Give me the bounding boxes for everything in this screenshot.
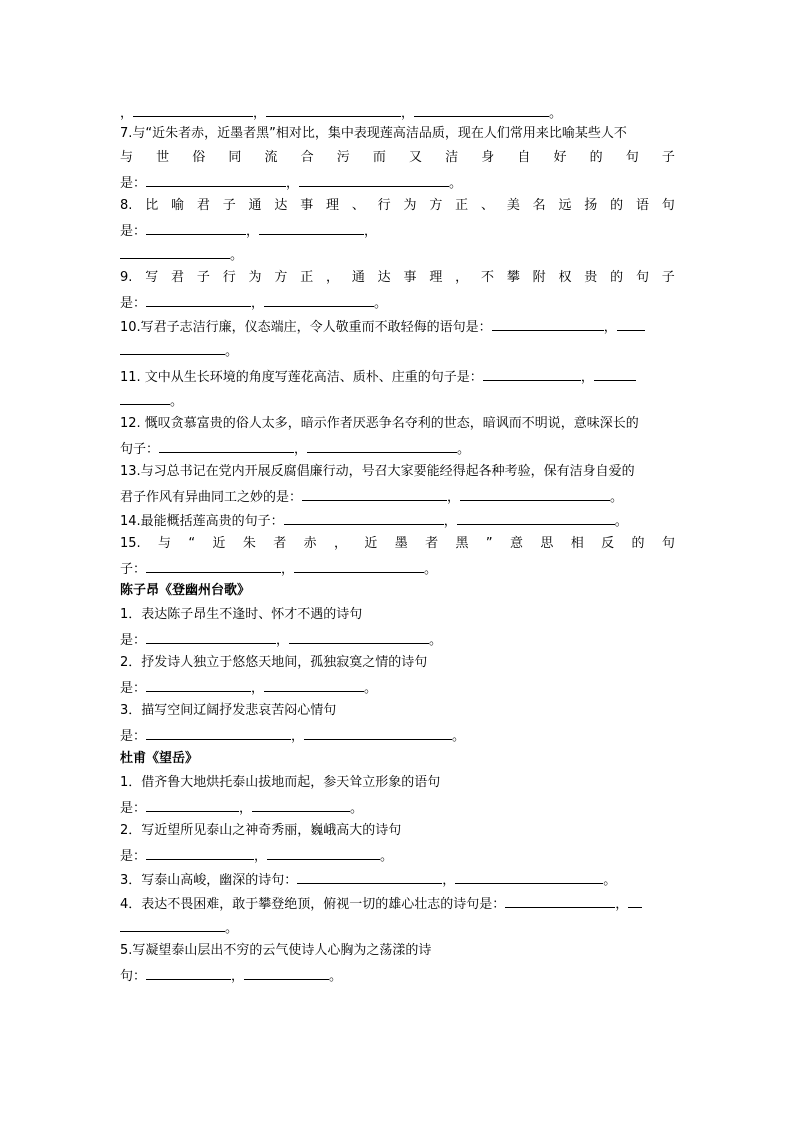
answer-blank[interactable] bbox=[146, 560, 281, 573]
answer-blank[interactable] bbox=[455, 871, 603, 884]
answer-blank[interactable] bbox=[304, 727, 452, 740]
answer-blank[interactable] bbox=[146, 631, 276, 644]
s2-question-5: 5.写凝望泰山层出不穷的云气使诗人心胸为之荡漾的诗 bbox=[120, 943, 432, 958]
answer-blank[interactable] bbox=[264, 679, 364, 692]
question-8-answer-cont: 。 bbox=[120, 246, 675, 264]
s2-question-4: 4．表达不畏困难，敢于攀登绝顶，俯视一切的雄心壮志的诗句是： ， bbox=[120, 895, 675, 913]
answer-blank[interactable] bbox=[302, 488, 447, 501]
s1-question-1-answer: 是： ， 。 bbox=[120, 633, 443, 648]
question-11: 11. 文中从生长环境的角度写莲花高洁、质朴、庄重的句子是： ， bbox=[120, 368, 675, 386]
answer-blank[interactable] bbox=[284, 512, 444, 525]
answer-blank[interactable] bbox=[146, 222, 246, 235]
answer-blank[interactable] bbox=[457, 512, 615, 525]
answer-blank[interactable] bbox=[294, 560, 424, 573]
question-8-answer: 是： ， ， bbox=[120, 224, 378, 239]
s1-question-2: 2．抒发诗人独立于悠悠天地间，孤独寂寞之情的诗句 bbox=[120, 655, 428, 670]
question-15-answer: 子： ， 。 bbox=[120, 562, 438, 577]
question-10-cont: 。 bbox=[120, 342, 675, 360]
answer-blank[interactable] bbox=[159, 440, 294, 453]
question-7-continuation: 与 世 俗 同 流 合 污 而 又 洁 身 自 好 的 句 子 bbox=[120, 150, 675, 165]
question-11-cont: 。 bbox=[120, 392, 675, 410]
s1-question-3-answer: 是： ， 。 bbox=[120, 729, 466, 744]
answer-blank[interactable] bbox=[146, 679, 251, 692]
answer-blank[interactable] bbox=[244, 967, 329, 980]
s2-question-1: 1．借齐鲁大地烘托泰山拔地而起，参天耸立形象的语句 bbox=[120, 775, 441, 790]
answer-blank[interactable] bbox=[120, 919, 225, 932]
question-8-text: 8. 比 喻 君 子 通 达 事 理 、 行 为 方 正 、 美 名 远 扬 的 语 句 bbox=[120, 198, 675, 213]
answer-blank[interactable] bbox=[264, 294, 374, 307]
answer-blank[interactable] bbox=[628, 895, 642, 908]
question-7-text: 7.与“近朱者赤，近墨者黑”相对比，集中表现莲高洁品质，现在人们常用来比喻某些人不 bbox=[120, 126, 627, 141]
s2-question-2: 2．写近望所见泰山之神奇秀丽，巍峨高大的诗句 bbox=[120, 823, 402, 838]
answer-blank[interactable] bbox=[617, 318, 645, 331]
answer-blank[interactable] bbox=[266, 104, 401, 117]
answer-blank[interactable] bbox=[460, 488, 610, 501]
answer-blank[interactable] bbox=[120, 392, 170, 405]
question-12-answer: 句子： ， 。 bbox=[120, 442, 471, 457]
answer-blank[interactable] bbox=[289, 631, 429, 644]
answer-blank[interactable] bbox=[252, 799, 350, 812]
question-10: 10.写君子志洁行廉，仪态端庄，令人敬重而不敢轻侮的语句是： ， bbox=[120, 318, 675, 336]
s1-question-2-answer: 是： ， 。 bbox=[120, 681, 378, 696]
answer-blank[interactable] bbox=[146, 799, 239, 812]
s2-question-2-answer: 是： ， 。 bbox=[120, 849, 394, 864]
s2-question-4-cont: 。 bbox=[120, 919, 675, 937]
answer-blank[interactable] bbox=[259, 222, 364, 235]
answer-blank[interactable] bbox=[146, 727, 291, 740]
section-title-chen-ziang: 陈子昂《登幽州台歌》 bbox=[120, 583, 251, 598]
answer-blank[interactable] bbox=[299, 174, 449, 187]
s1-question-1: 1．表达陈子昂生不逢时、怀才不遇的诗句 bbox=[120, 607, 363, 622]
answer-blank[interactable] bbox=[120, 246, 230, 259]
answer-line-0: ， ， ， 。 bbox=[120, 106, 563, 121]
answer-blank[interactable] bbox=[492, 318, 604, 331]
section-title-du-fu: 杜甫《望岳》 bbox=[120, 751, 199, 766]
answer-blank[interactable] bbox=[414, 104, 549, 117]
answer-blank[interactable] bbox=[483, 368, 581, 381]
question-15-text: 15. 与 “ 近 朱 者 赤 ， 近 墨 者 黑 ” 意 思 相 反 的 句 bbox=[120, 536, 675, 551]
answer-blank[interactable] bbox=[146, 294, 251, 307]
answer-blank[interactable] bbox=[594, 368, 636, 381]
question-9-text: 9. 写 君 子 行 为 方 正 ， 通 达 事 理 ， 不 攀 附 权 贵 的 句 子 bbox=[120, 270, 675, 285]
s1-question-3: 3．描写空间辽阔抒发悲哀苦闷心情句 bbox=[120, 703, 337, 718]
question-14: 14.最能概括莲高贵的句子： ， 。 bbox=[120, 514, 628, 529]
answer-blank[interactable] bbox=[146, 967, 231, 980]
answer-blank[interactable] bbox=[133, 104, 253, 117]
answer-blank[interactable] bbox=[146, 847, 254, 860]
answer-blank[interactable] bbox=[120, 342, 225, 355]
question-13-answer: 君子作风有异曲同工之妙的是： ， 。 bbox=[120, 490, 624, 505]
s2-question-1-answer: 是： ， 。 bbox=[120, 801, 364, 816]
question-7-answer: 是： ， 。 bbox=[120, 176, 463, 191]
question-9-answer: 是： ， 。 bbox=[120, 296, 388, 311]
question-12-text: 12. 慨叹贪慕富贵的俗人太多，暗示作者厌恶争名夺利的世态，暗讽而不明说，意味深长的 bbox=[120, 416, 639, 431]
answer-blank[interactable] bbox=[505, 895, 615, 908]
question-13-text: 13.与习总书记在党内开展反腐倡廉行动，号召大家要能经得起各种考验，保有洁身自爱的 bbox=[120, 464, 635, 479]
s2-question-5-answer: 句： ， 。 bbox=[120, 969, 343, 984]
answer-blank[interactable] bbox=[297, 871, 442, 884]
s2-question-3: 3．写泰山高峻，幽深的诗句： ， 。 bbox=[120, 873, 617, 888]
answer-blank[interactable] bbox=[146, 174, 286, 187]
answer-blank[interactable] bbox=[267, 847, 380, 860]
answer-blank[interactable] bbox=[307, 440, 457, 453]
